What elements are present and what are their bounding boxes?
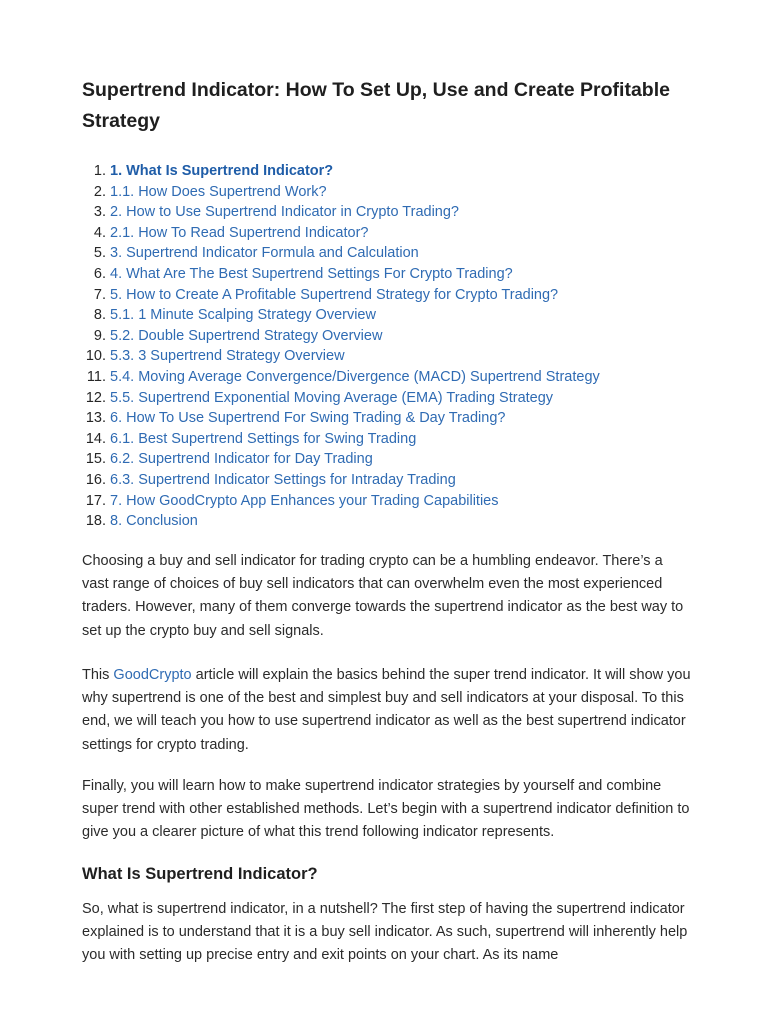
toc-item-number: 8. [93, 307, 106, 324]
toc-item-number: 11. [86, 368, 106, 385]
toc-item [82, 367, 600, 388]
toc-link[interactable]: 7. How GoodCrypto App Enhances your Trading Capabilities [110, 492, 499, 509]
toc-item [82, 264, 600, 285]
toc-link[interactable]: 1.1. How Does Supertrend Work? [110, 183, 327, 200]
intro-paragraph-3: Finally, you will learn how to make supertrend indicator strategies by yourself and combine super trend with other established methods. Let’s begin with a supertrend indicator definition to give you a clearer picture of what this trend following indicator represents. [82, 778, 690, 841]
toc-link[interactable]: 6.2. Supertrend Indicator for Day Trading [110, 451, 373, 468]
intro-paragraph-2-rest: article will explain the basics behind the super trend indicator. It will show you why supertrend is one of the best and simplest buy and sell indicators at your disposal. To this end, we will teach you how to use supertrend indicator as well as the best supertrend indicator settings for crypto trading. [82, 667, 691, 753]
toc-item-number: 15. [85, 451, 106, 468]
toc-link[interactable]: 1. What Is Supertrend Indicator? [110, 163, 334, 179]
toc-item [82, 243, 600, 264]
toc-item [82, 161, 600, 182]
toc-link[interactable]: 5.2. Double Supertrend Strategy Overview [110, 327, 383, 344]
toc-link[interactable]: 3. Supertrend Indicator Formula and Calculation [110, 245, 419, 262]
intro-paragraph-1: Choosing a buy and sell indicator for trading crypto can be a humbling endeavor. There’s a vast range of choices of buy sell indicators that can overwhelm even the most experienced traders. However, many of them converge towards the supertrend indicator as the best way to set up the crypto buy and sell signals. [82, 553, 684, 639]
toc-item [82, 449, 600, 470]
toc-item [82, 202, 600, 223]
intro-paragraph-2 [82, 664, 692, 757]
article [82, 75, 692, 964]
toc-item-number: 7. [93, 286, 106, 303]
toc-item-number: 17. [85, 492, 106, 509]
toc-item-number: 14. [85, 430, 106, 447]
toc-item [82, 305, 600, 326]
toc-link[interactable]: 8. Conclusion [110, 513, 198, 530]
article-title: Supertrend Indicator: How To Set Up, Use and Create Profitable Strategy [82, 79, 670, 132]
toc-item [82, 326, 600, 347]
toc-link[interactable]: 6.3. Supertrend Indicator Settings for Intraday Trading [110, 471, 456, 488]
toc-item-number: 13. [85, 410, 106, 427]
toc-item-number: 10. [85, 348, 106, 365]
toc-item [82, 346, 600, 367]
toc-link[interactable]: 6. How To Use Supertrend For Swing Trading & Day Trading? [110, 410, 506, 427]
toc-link[interactable]: 2. How to Use Supertrend Indicator in Crypto Trading? [110, 204, 459, 221]
toc-item [82, 223, 600, 244]
toc-item [82, 511, 600, 532]
toc-item [82, 182, 600, 203]
toc-link[interactable]: 5.4. Moving Average Convergence/Divergence (MACD) Supertrend Strategy [110, 368, 600, 385]
toc-link[interactable]: 5. How to Create A Profitable Supertrend Strategy for Crypto Trading? [110, 286, 559, 303]
section-heading: What Is Supertrend Indicator? [82, 865, 318, 883]
toc-item-number: 16. [85, 471, 106, 488]
toc-item [82, 470, 600, 491]
toc-item-number: 12. [85, 389, 106, 406]
toc-item-number: 6. [93, 265, 106, 282]
toc-link[interactable]: 5.1. 1 Minute Scalping Strategy Overview [110, 307, 376, 324]
toc-item-number: 5. [93, 245, 106, 262]
toc-item [82, 388, 600, 409]
toc-link[interactable]: 6.1. Best Supertrend Settings for Swing Trading [110, 430, 417, 447]
toc-item [82, 491, 600, 512]
toc-link[interactable]: 5.5. Supertrend Exponential Moving Average (EMA) Trading Strategy [110, 389, 554, 406]
toc-item [82, 408, 600, 429]
toc-item-number: 2. [93, 183, 106, 200]
toc-item-number: 9. [93, 327, 106, 344]
section-paragraph-1: So, what is supertrend indicator, in a nutshell? The first step of having the supertrend indicator explained is to understand that it is a buy sell indicator. As such, supertrend will inherently help you with setting up precise entry and exit points on your chart. As its name [82, 901, 688, 964]
toc-item [82, 285, 600, 306]
toc-link[interactable]: 5.3. 3 Supertrend Strategy Overview [110, 348, 345, 365]
toc-link[interactable]: 4. What Are The Best Supertrend Settings For Crypto Trading? [110, 265, 513, 282]
table-of-contents [82, 161, 600, 532]
goodcrypto-link[interactable]: GoodCrypto [113, 667, 192, 683]
toc-item-number: 1. [93, 163, 106, 179]
toc-item-number: 18. [85, 513, 106, 530]
toc-item [82, 429, 600, 450]
toc-link[interactable]: 2.1. How To Read Supertrend Indicator? [110, 224, 369, 241]
toc-item-number: 3. [93, 204, 106, 221]
intro-paragraph-2-start: This [82, 667, 114, 683]
toc-item-number: 4. [93, 224, 106, 241]
